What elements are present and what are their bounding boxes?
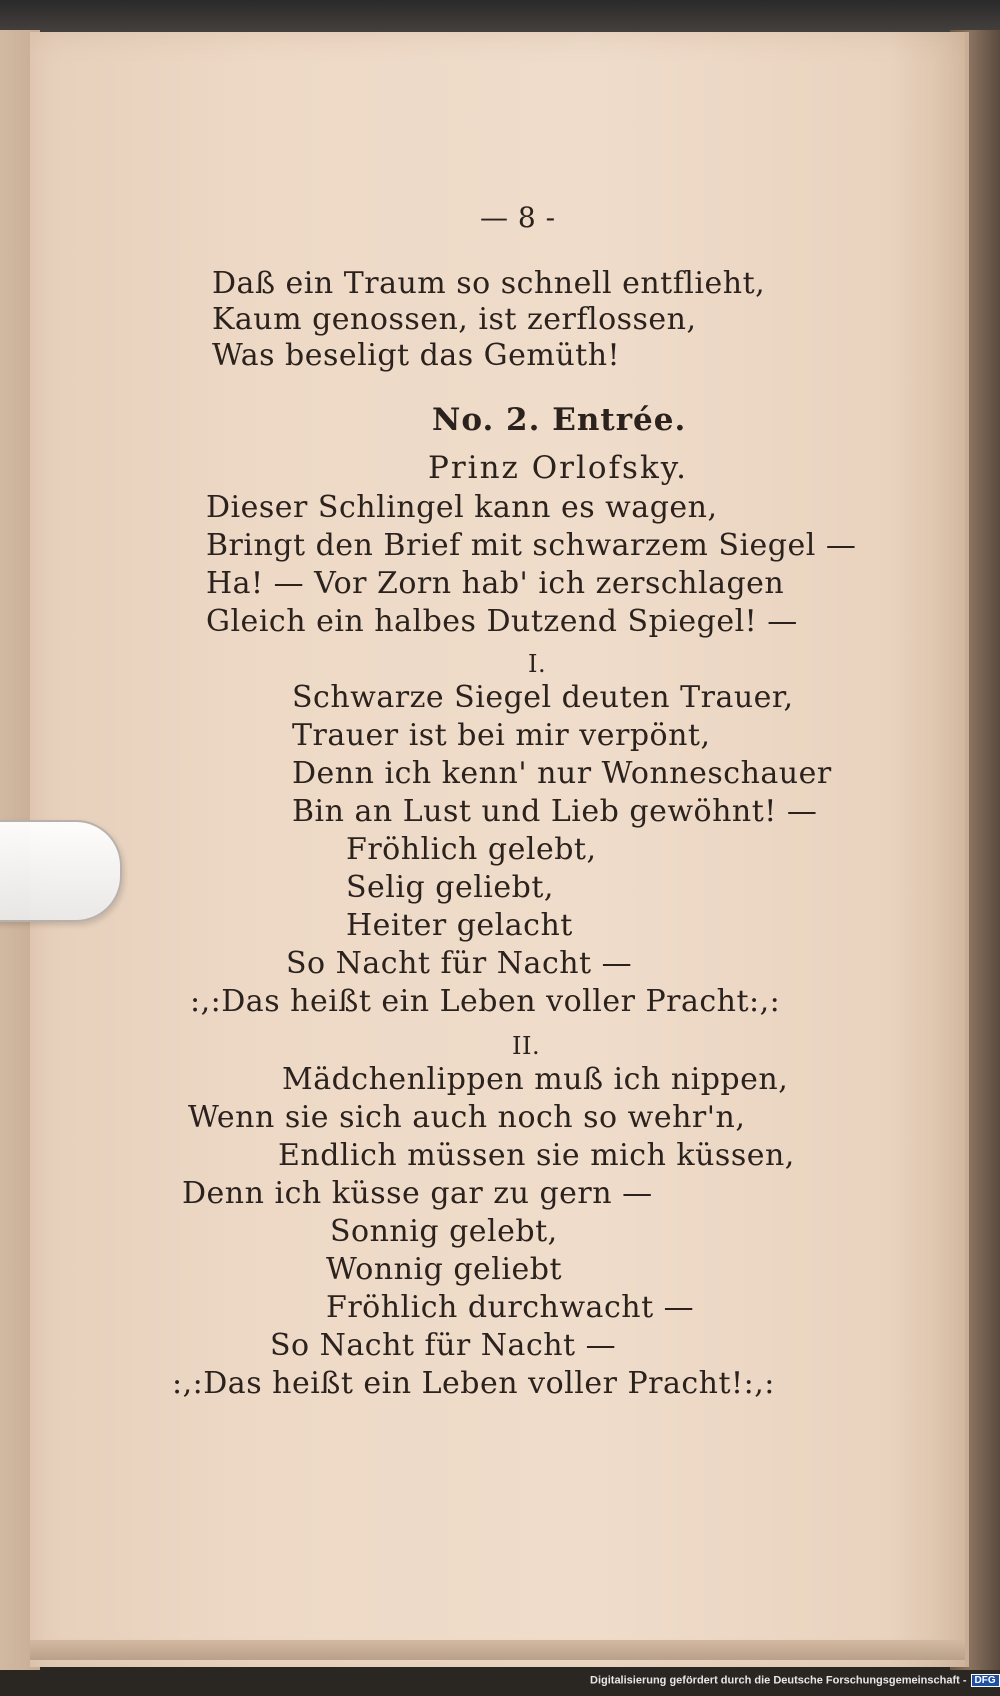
- verse-line: Fröhlich durchwacht —: [326, 1290, 695, 1325]
- verse-line: Endlich müssen sie mich küssen,: [278, 1138, 795, 1173]
- character-name: Prinz Orlofsky.: [428, 450, 688, 486]
- verse-line: Bin an Lust und Lieb gewöhnt! —: [292, 794, 818, 829]
- verse-line: Selig geliebt,: [346, 870, 554, 905]
- page-number: — 8 -: [480, 201, 556, 234]
- verse-line: Denn ich kenn' nur Wonneschauer: [292, 756, 832, 791]
- verse-line: Trauer ist bei mir verpönt,: [292, 718, 711, 753]
- credit-text: Digitalisierung gefördert durch die Deutsche Forschungsgemeinschaft -: [590, 1674, 967, 1687]
- intro-line: Dieser Schlingel kann es wagen,: [206, 490, 718, 525]
- verse-label: II.: [512, 1032, 541, 1060]
- intro-line: Ha! — Vor Zorn hab' ich zerschlagen: [206, 566, 785, 601]
- verse-line: Sonnig gelebt,: [330, 1214, 558, 1249]
- text-line: Kaum genossen, ist zerflossen,: [212, 302, 697, 337]
- verse-line: So Nacht für Nacht —: [286, 946, 633, 981]
- digitization-credit: [590, 1674, 996, 1692]
- intro-line: Gleich ein halbes Dutzend Spiegel! —: [206, 604, 798, 639]
- verse-line: So Nacht für Nacht —: [270, 1328, 617, 1363]
- verse-line: Wenn sie sich auch noch so wehr'n,: [188, 1100, 746, 1135]
- section-heading: No. 2. Entrée.: [432, 402, 687, 438]
- text-line: Was beseligt das Gemüth!: [212, 338, 621, 373]
- verse-label: I.: [528, 650, 547, 678]
- text-line: Daß ein Traum so schnell entflieht,: [212, 266, 766, 301]
- verse-line: Mädchenlippen muß ich nippen,: [282, 1062, 789, 1097]
- verse-line: Heiter gelacht: [346, 908, 573, 943]
- dfg-logo-icon: DFG: [971, 1674, 1000, 1687]
- verse-line: Denn ich küsse gar zu gern —: [182, 1176, 653, 1211]
- intro-line: Bringt den Brief mit schwarzem Siegel —: [206, 528, 857, 563]
- verse-line: Fröhlich gelebt,: [346, 832, 597, 867]
- verse-line: Wonnig geliebt: [326, 1252, 562, 1287]
- verse-line: :,:Das heißt ein Leben voller Pracht!:,:: [172, 1366, 775, 1401]
- verse-line: Schwarze Siegel deuten Trauer,: [292, 680, 794, 715]
- verse-line: :,:Das heißt ein Leben voller Pracht:,:: [190, 984, 781, 1019]
